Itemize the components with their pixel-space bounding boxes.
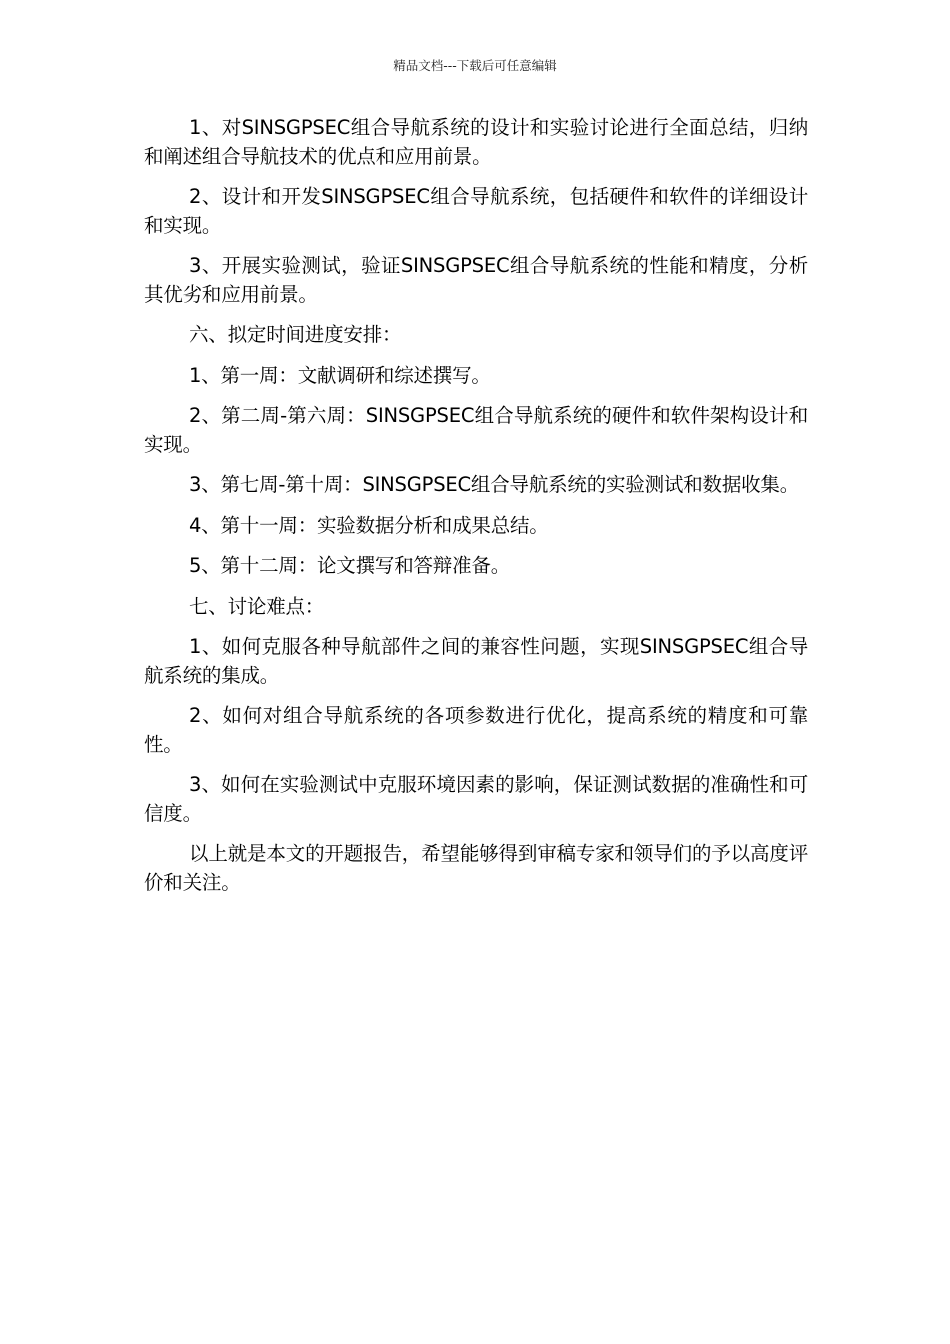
paragraph-difficulty-1: 1、如何克服各种导航部件之间的兼容性问题，实现SINSGPSEC组合导航系统的集成。 <box>144 635 808 687</box>
paragraph-schedule-2: 2、第二周-第六周：SINSGPSEC组合导航系统的硬件和软件架构设计和实现。 <box>144 404 808 456</box>
paragraph-difficulty-2: 2、如何对组合导航系统的各项参数进行优化，提高系统的精度和可靠性。 <box>144 704 808 756</box>
page-header: 精品文档---下载后可任意编辑 <box>393 58 557 73</box>
section-heading-schedule: 六、拟定时间进度安排： <box>189 323 402 346</box>
paragraph-goal-1: 1、对SINSGPSEC组合导航系统的设计和实验讨论进行全面总结，归纳和阐述组合导航技术的优点和应用前景。 <box>144 116 808 168</box>
paragraph-goal-3: 3、开展实验测试，验证SINSGPSEC组合导航系统的性能和精度，分析其优劣和应用前景。 <box>144 254 808 306</box>
paragraph-goal-2: 2、设计和开发SINSGPSEC组合导航系统，包括硬件和软件的详细设计和实现。 <box>144 185 808 237</box>
paragraph-schedule-5: 5、第十二周：论文撰写和答辩准备。 <box>189 554 511 577</box>
section-heading-difficulties: 七、讨论难点： <box>189 594 325 618</box>
paragraph-difficulty-3: 3、如何在实验测试中克服环境因素的影响，保证测试数据的准确性和可信度。 <box>144 773 808 825</box>
document-body <box>144 114 808 909</box>
paragraph-conclusion: 以上就是本文的开题报告，希望能够得到审稿专家和领导们的予以高度评价和关注。 <box>144 842 808 894</box>
paragraph-schedule-4: 4、第十一周：实验数据分析和成果总结。 <box>189 513 549 537</box>
paragraph-schedule-3: 3、第七周-第十周：SINSGPSEC组合导航系统的实验测试和数据收集。 <box>189 473 800 496</box>
paragraph-schedule-1: 1、第一周：文献调研和综述撰写。 <box>189 363 491 387</box>
